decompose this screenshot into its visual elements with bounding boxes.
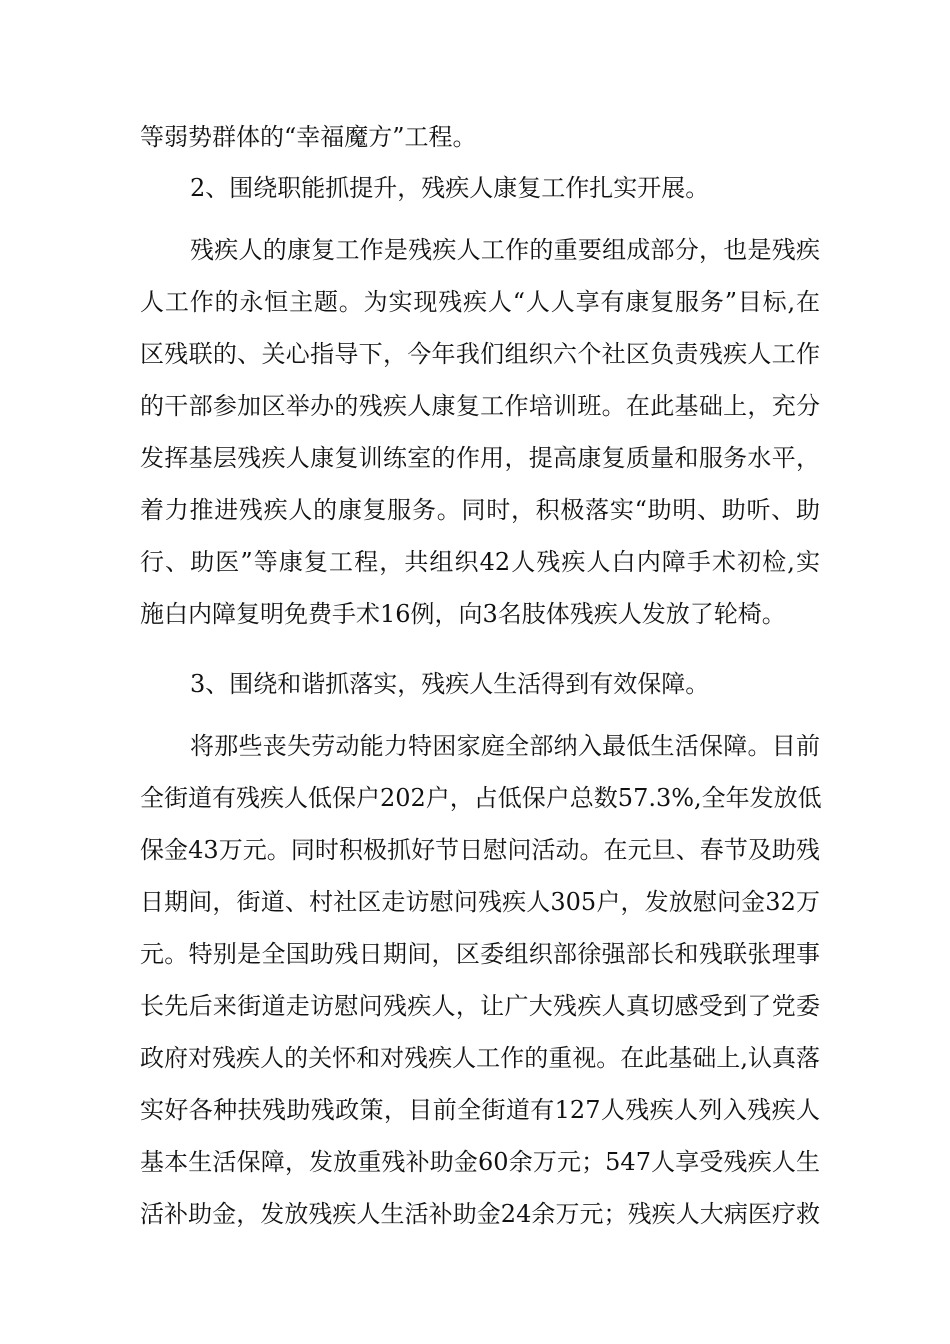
text-line-8: 着力推进残疾人的康复服务。同时，积极落实“助明、助听、助	[140, 496, 820, 524]
text-line-20: 基本生活保障，发放重残补助金60余万元；547人享受残疾人生	[140, 1148, 820, 1176]
section-heading-2: 2、围绕职能抓提升，残疾人康复工作扎实开展。	[190, 174, 710, 202]
text-line-14: 保金43万元。同时积极抓好节日慰问活动。在元旦、春节及助残	[140, 836, 820, 864]
text-line-10: 施白内障复明免费手术16例，向3名肢体残疾人发放了轮椅。	[140, 600, 786, 628]
text-line-13: 全街道有残疾人低保户202户，占低保户总数57.3%,全年发放低	[140, 784, 822, 812]
text-line-18: 政府对残疾人的关怀和对残疾人工作的重视。在此基础上,认真落	[140, 1044, 820, 1072]
text-line-7: 发挥基层残疾人康复训练室的作用，提高康复质量和服务水平，	[140, 444, 820, 472]
text-line-6: 的干部参加区举办的残疾人康复工作培训班。在此基础上，充分	[140, 392, 820, 420]
text-line-12: 将那些丧失劳动能力特困家庭全部纳入最低生活保障。目前	[190, 732, 820, 760]
text-line-3: 残疾人的康复工作是残疾人工作的重要组成部分，也是残疾	[190, 236, 820, 264]
text-line-9: 行、助医”等康复工程，共组织42人残疾人白内障手术初检,实	[140, 548, 820, 576]
text-line-21: 活补助金，发放残疾人生活补助金24余万元；残疾人大病医疗救	[140, 1200, 820, 1228]
section-heading-3: 3、围绕和谐抓落实，残疾人生活得到有效保障。	[190, 670, 710, 698]
text-line-5: 区残联的、关心指导下，今年我们组织六个社区负责残疾人工作	[140, 340, 820, 368]
text-line-4: 人工作的永恒主题。为实现残疾人“人人享有康复服务”目标,在	[140, 288, 820, 316]
text-line-15: 日期间，街道、村社区走访慰问残疾人305户，发放慰问金32万	[140, 888, 820, 916]
text-line-16: 元。特别是全国助残日期间，区委组织部徐强部长和残联张理事	[140, 940, 820, 968]
text-line-17: 长先后来街道走访慰问残疾人，让广大残疾人真切感受到了党委	[140, 992, 820, 1020]
text-line-1: 等弱势群体的“幸福魔方”工程。	[140, 123, 477, 151]
text-line-19: 实好各种扶残助残政策，目前全街道有127人残疾人列入残疾人	[140, 1096, 820, 1124]
